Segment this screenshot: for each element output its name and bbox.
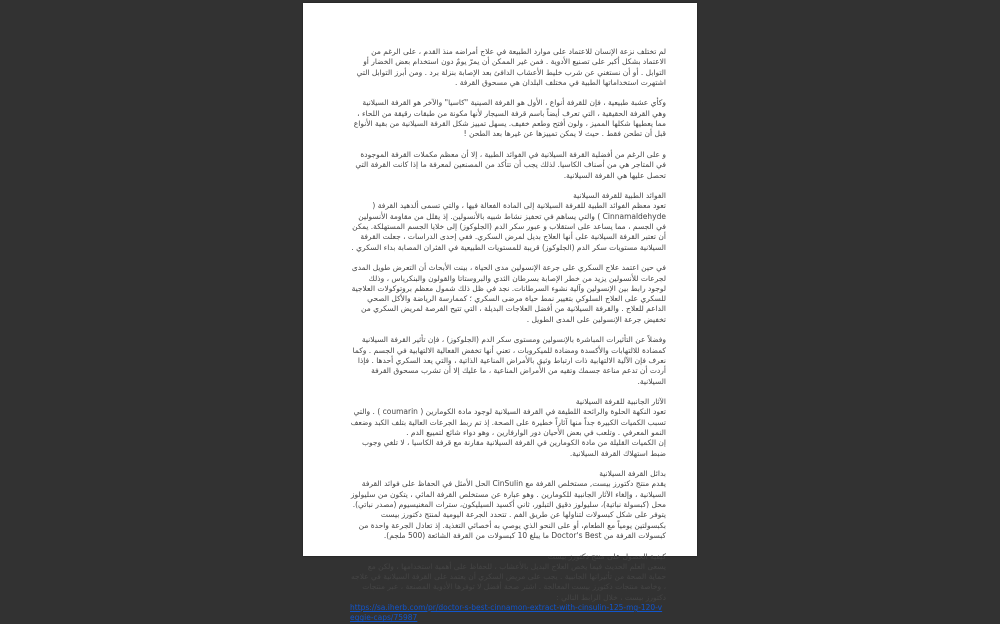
document-page [303,3,697,623]
document-content [350,47,666,624]
paragraph: في حين اعتمد علاج السكري على جرعة الإنسولين مدى الحياة ، بينت الأبحاث أن التعرض طويل المدى لجرعات للأنسولين يزيد من خطر الإصابة بسرطان الثدي والبروستاتا والقولون والبنكرياس ، وذلك لوجود رابط بين الإنسولين وآلية نشوء السرطانات. نجد في ظل ذلك شمول معظم بروتوكولات العلاجية للسكري على العلاج السلوكي بتغيير نمط حياة مرضى السكري ؛ كممارسة الرياضة والأكل الصحي الداعم للعلاج . والقرفة السيلانية من أفضل العلاجات البديلة ، التي تتيح الفرصة لمريض السكري من تخفيض جرعة الإنسولين على المدى الطويل . [351,263,666,324]
section-heading: الآثار الجانبية للقرفة السيلانية [575,397,666,407]
paragraph: لم تختلف نزعة الإنسان للاعتماد على موارد الطبيعة في علاج أمراضه منذ القدم ، على الرغم من الاعتماد بشكل أكبر على تصنيع الأدوية . فمن غير الممكن أن يمرّ يومٌ دون استخدام بعض الخضار أو التوابل . أو أن نستغني عن شرب خليط الأعشاب الدافئ بعد الإصابة بنزلة برد . ومن أبرز التوابل التي اشتهرت استخداماتها الطبية في مختلف البلدان هي مسحوق القرفة . [356,47,666,87]
paragraph: و على الرغم من أفضلية القرفة السيلانية في الفوائد الطبية ، إلا أن معظم مكملات القرفة الموجودة في المتاجر هي من أصناف الكاسيا. لذلك يجب أن تتأكد من المصنعين لمعرفة ما إذا كانت القرفة التي تحصل عليها هي القرفة السيلانية. [355,149,666,180]
section-heading: الفوائد الطبية للقرفة السيلانية [573,191,666,201]
paragraph: يقدم منتج دكتورز بيست, مستخلص القرفة مع CinSulin الحل الأمثل في الحفاظ على فوائد القرفة السيلانية ، وإلغاء الآثار الجانبية للكومارين . وهو عبارة عن مستخلص القرفة المائي ، يتكون من سليولوز محل (كبسولة نباتية)، سليولوز دقيق التبلور، ثاني أكسيد السيليكون، سترات المغنيسيوم (مصدر نباتي). [350,479,666,510]
paragraph: وكأي عشبة طبيعية ، فإن للقرفة أنواع ، الأول هو القرفة الصينية "كاسيا" والآخر هو القرفة السيلانية وهي القرفة الحقيقية ، التي تعرف أيضاً باسم قرفة السيجار لأنها مكونة من طبقات رقيقة من اللحاء ، مما يعطيها شكلها المميز ، ولون أفتح وطعم خفيف. يسهل تمييز شكل القرفة السيلانية من بقية الأنواع قبل أن تطحن فقط . حيث لا يمكن تمييزها عن غيرها بعد الطحن ! [353,98,666,139]
paragraph: يتوفر على شكل كبسولات لتناولها عن طريق الفم . تتحدد الجرعة اليومية لمنتج دكتورز بيست بكبسولتين يومياً مع الطعام، أو على النحو الذي يوصي به أخصائي التغذية. إذ تعادل الجرعة واحدة من كبسولات القرفة من Doctor's Best ما يبلغ 10 كبسولات من القرفة الشائعة (500 ملجم). [358,510,666,540]
paragraph: تعود النكهة الحلوة والرائحة اللطيفة في القرفة السيلانية لوجود مادة الكومارين ( coumarin ) . والتي تسبب الكميات الكبيرة جداً منها آثاراً خطيرة على الصحة. إذ تم ربط الجرعات العالية بتلف الكبد وضعف النمو المعرفي . وتلعب في بعض الأحيان دور الوارفارين ، وهو دواء شائع لتمييع الدم . [350,407,666,437]
paragraph: إن الكميات القليلة من مادة الكومارين في القرفة السيلانية مقارنة مع قرفة الكاسيا ، لا تلغي وجوب ضبط استهلاك القرفة السيلانية. [361,438,666,458]
section-heading: كيفية الحصول على منتج دكتورز بيست [547,551,666,561]
section-heading: بدائل القرفة السيلانية [599,469,666,479]
product-link-line [350,603,666,624]
paragraph: يسعى العلم الحديث فيما يخص العلاج البديل بالأعشاب ، للحفاظ على أهمية استخدامها ، ولكن مع حماية الصحة من تأثيراتها الجانبية . يجب على مريض السكري أن يعتمد على القرفة السيلانية في علاجه ، وخاصة منتجات دكتورز بيست المعالجة . اشتر صحة أفضل لا توفرها الأدوية المصنعة ، عبر منتجات دكتورز بيست ، خلال الرابط التالي : [351,561,666,602]
iherb-product-link[interactable]: https://sa.iherb.com/pr/doctor-s-best-cinnamon-extract-with-cinsulin-125-mg-120-veggie-caps/75987 [350,603,663,623]
paragraph: تعود معظم الفوائد الطبية للقرفة السيلانية إلى المادة الفعالة فيها ، والتي تسمى ألدهيد القرفة ( Cinnamaldehyde ) والتي يساهم في تحفيز نشاط شبيه بالأنسولين. إذ يقلل من مقاومة الأنسولين في الجسم ، مما يساعد على استقلاب و عبور سكر الدم (الجلوكوز) إلى خلايا الجسم المستهلكة. يمكن أن تعتبر القرفة السيلانية على أنها العلاج بديل لمرض السكري. ففي إحدى الدراسات ، جعلت القرفة السيلانية مستويات سكر الدم (الجلوكوز) قريبة للمستويات الطبيعية في الفئران المصابة بداء السكري . [351,201,666,252]
paragraph: وفضلاً عن التأثيرات المباشرة بالإنسولين ومستوى سكر الدم (الجلوكوز) ، فإن تأثير القرفة السيلانية كمضادة للالتهابات والأكسدة ومضادة للميكروبات ، تعني أنها تخفض الفعالية الالتهابية في الجسم . وكما نعرف فإن الآلية الالتهابية ذات ارتباط وثيق بالأمراض المناعية الذاتية ، والتي يعد السكري أحدها . فإذا أردت أن تدعم مناعة جسمك وتقيه من الأمراض المناعية ، ما عليك إلا أن تشرب مسحوق القرفة السيلانية. [352,335,666,386]
